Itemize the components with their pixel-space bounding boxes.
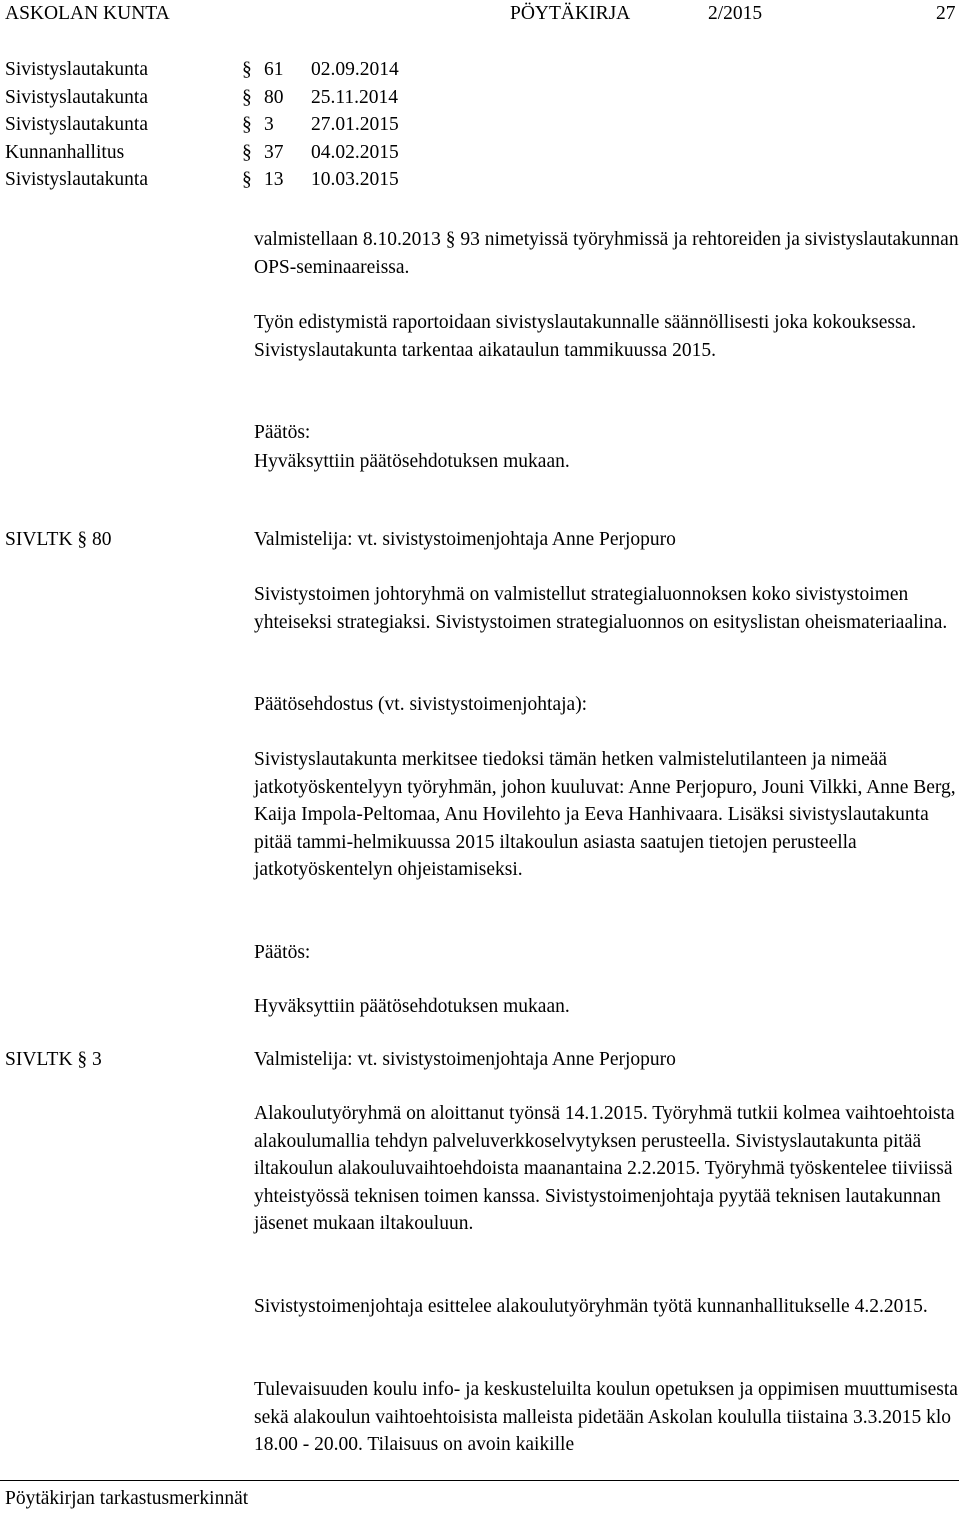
paragraph: Tulevaisuuden koulu info- ja keskusteluilta koulun opetuksen ja oppimisen muuttumisesta sekä alakoulun vaihtoehtoisista malleista pidetään Askolan koululla tiistaina 3.3.2015 klo 18.00 - 20.00. Tilaisuus on avoin kaikille <box>254 1379 958 1455</box>
section-80-paragraph-1 <box>254 581 960 636</box>
document-number: 2/2015 <box>708 3 763 24</box>
history-body: Sivistyslautakunta <box>5 59 148 80</box>
footer-divider <box>0 1480 959 1481</box>
history-section-number: 61 <box>264 59 284 80</box>
history-date: 25.11.2014 <box>311 86 399 108</box>
document-type: PÖYTÄKIRJA <box>510 3 631 24</box>
history-section-number: 3 <box>264 114 274 135</box>
history-section-number: 80 <box>264 86 284 108</box>
history-date: 27.01.2015 <box>311 114 399 135</box>
section-3-preparer <box>254 1046 960 1074</box>
history-row <box>5 166 955 194</box>
paragraph: Alakoulutyöryhmä on aloittanut työnsä 14.1.2015. Työryhmä tutkii kolmea vaihtoehtoista alakoulumallia tehdyn palveluverkkoselvytyksen perusteella. Sivistyslautakunta pitää iltakoulun alakouluvaihtoehdoista maanantaina 2.2.2015. Työryhmä työskentelee tiiviissä yhteistyössä teknisen toimen kanssa. Sivistystoimenjohtaja pyytää teknisen lautakunnan jäsenet mukaan iltakouluun. <box>254 1103 955 1234</box>
preparer: Valmistelija: vt. sivistystoimenjohtaja Anne Perjopuro <box>254 1049 676 1070</box>
paragraph: Sivistystoimenjohtaja esittelee alakoulutyöryhmän työtä kunnanhallitukselle 4.2.2015. <box>254 1296 928 1317</box>
decision-text: Hyväksyttiin päätösehdotuksen mukaan. <box>254 451 570 472</box>
history-row <box>5 56 955 84</box>
section-80-decision-label <box>254 939 960 967</box>
history-row <box>5 139 955 167</box>
paragraph: Sivistyslautakunta merkitsee tiedoksi tämän hetken valmistelutilanteen ja nimeää jatkotyöskentelyyn työryhmän, johon kuuluvat: Anne Perjopuro, Jouni Vilkki, Anne Berg, Kaija Impola-Peltomaa, Anu Hovilehto ja Eeva Hanhivaara. Lisäksi sivistyslautakunta pitää tammi-helmikuussa 2015 iltakoulun asiasta saatujen tietojen perusteella jatkotyöskentelyn ohjeistamiseksi. <box>254 749 956 880</box>
paragraph: valmistellaan 8.10.2013 § 93 nimetyissä työryhmissä ja rehtoreiden ja sivistyslautakunnan OPS-seminaareissa. <box>254 229 959 278</box>
section-80-label: SIVLTK § 80 <box>5 529 112 550</box>
history-body: Kunnanhallitus <box>5 141 125 163</box>
history-row <box>5 84 955 112</box>
history-date: 02.09.2014 <box>311 59 399 80</box>
decision-label: Päätös: <box>254 422 311 443</box>
section-80-proposal-label <box>254 691 960 719</box>
intro-paragraph-1 <box>254 226 960 281</box>
page-header <box>5 0 955 30</box>
section-3-paragraph-1 <box>254 1100 960 1238</box>
section-3-paragraph-2 <box>254 1293 960 1321</box>
decision-label: Päätös: <box>254 942 311 963</box>
section-sign: § <box>242 59 252 80</box>
history-date: 10.03.2015 <box>311 169 399 190</box>
section-sign: § <box>242 114 252 135</box>
intro-decision-label <box>254 419 960 447</box>
paragraph: Sivistystoimen johtoryhmä on valmistellut strategialuonnoksen koko sivistystoimen yhteiseksi strategiaksi. Sivistystoimen strategialuonnos on esityslistan oheismateriaalina. <box>254 584 948 633</box>
section-sign: § <box>242 141 252 163</box>
section-80-preparer <box>254 526 960 554</box>
section-sign: § <box>242 169 252 190</box>
proposal-label: Päätösehdostus (vt. sivistystoimenjohtaja): <box>254 694 588 715</box>
section-80-decision-text <box>254 993 960 1021</box>
section-80-paragraph-2 <box>254 746 960 884</box>
history-body: Sivistyslautakunta <box>5 169 148 190</box>
page-number: 27 <box>936 3 956 24</box>
section-sign: § <box>242 86 252 108</box>
handling-history <box>5 56 955 194</box>
section-3-label: SIVLTK § 3 <box>5 1049 102 1070</box>
history-section-number: 13 <box>264 169 284 190</box>
paragraph: Työn edistymistä raportoidaan sivistyslautakunnalle säännöllisesti joka kokouksessa. Sivistyslautakunta tarkentaa aikataulun tammikuussa 2015. <box>254 312 917 361</box>
intro-decision-text <box>254 448 960 476</box>
history-section-number: 37 <box>264 141 284 163</box>
history-date: 04.02.2015 <box>311 141 399 163</box>
intro-paragraph-2 <box>254 309 960 364</box>
section-3-paragraph-3 <box>254 1376 960 1459</box>
organization-name: ASKOLAN KUNTA <box>5 3 170 24</box>
preparer: Valmistelija: vt. sivistystoimenjohtaja Anne Perjopuro <box>254 529 676 550</box>
history-row <box>5 111 955 139</box>
decision-text: Hyväksyttiin päätösehdotuksen mukaan. <box>254 996 570 1017</box>
footer-text: Pöytäkirjan tarkastusmerkinnät <box>5 1488 249 1509</box>
history-body: Sivistyslautakunta <box>5 86 148 108</box>
history-body: Sivistyslautakunta <box>5 114 148 135</box>
